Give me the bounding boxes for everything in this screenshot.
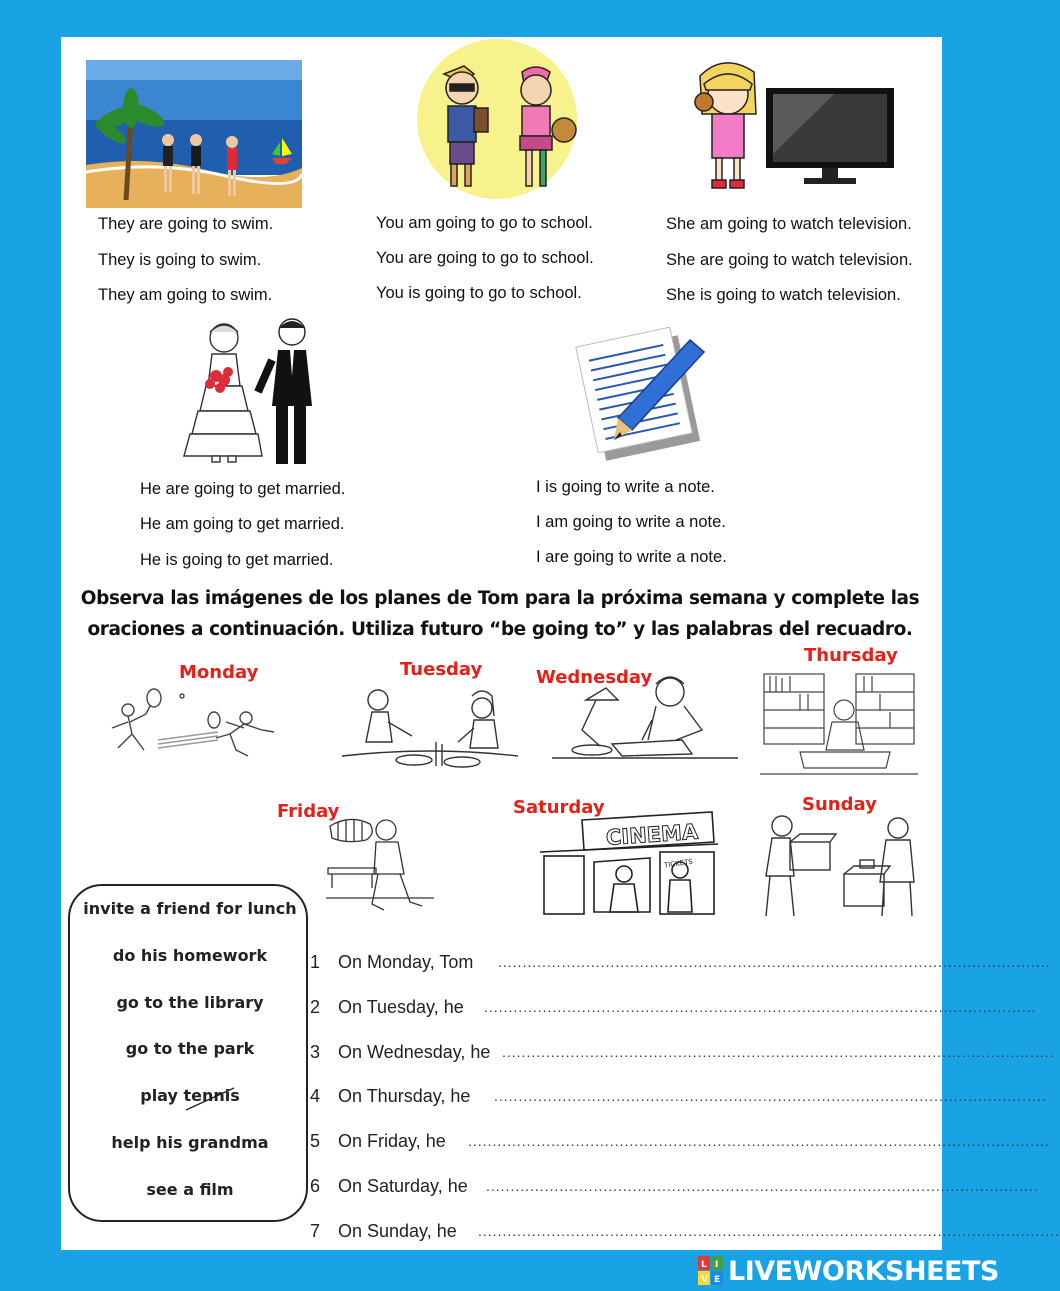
sentence-number: 4 <box>310 1086 321 1106</box>
live-blocks-icon <box>698 1256 724 1286</box>
q4-option-1[interactable]: He are going to get married. <box>140 480 346 498</box>
q4-option-2[interactable]: He am going to get married. <box>140 515 345 533</box>
answer-line-6[interactable]: ................................................................................................................. <box>486 1178 922 1200</box>
wedding-couple-picture <box>176 316 324 468</box>
q5-option-3[interactable]: I are going to write a note. <box>536 548 727 566</box>
word-box-item[interactable]: invite a friend for lunch <box>83 899 297 918</box>
svg-text:L: L <box>701 1260 707 1270</box>
day-label-wednesday: Wednesday <box>536 667 653 688</box>
children-to-school-picture <box>414 44 580 194</box>
word-box-item[interactable]: see a film <box>146 1180 234 1199</box>
sentence-prompt: On Wednesday, he <box>338 1042 491 1062</box>
svg-text:I: I <box>715 1260 719 1270</box>
svg-text:E: E <box>714 1275 721 1285</box>
answer-line-1[interactable]: ................................................................................................................. <box>498 954 928 976</box>
strike-line <box>186 1086 236 1112</box>
day-label-monday: Monday <box>179 662 259 683</box>
answer-line-2[interactable]: ................................................................................................................. <box>484 999 928 1021</box>
sunday-helping-grandma-sketch <box>760 812 920 918</box>
q3-option-1[interactable]: She am going to watch television. <box>666 215 912 233</box>
q2-option-3[interactable]: You is going to go to school. <box>376 284 582 302</box>
q1-option-1[interactable]: They are going to swim. <box>98 215 274 233</box>
answer-input-3[interactable] <box>502 1044 932 1068</box>
answer-input-6[interactable] <box>486 1178 926 1202</box>
thursday-library-sketch <box>760 668 918 778</box>
q2-option-2[interactable]: You are going to go to school. <box>376 249 594 267</box>
sentence-prompt: On Monday, Tom <box>338 952 474 972</box>
sentence-prompt: On Sunday, he <box>338 1221 457 1241</box>
sentence-prompt: On Tuesday, he <box>338 997 464 1017</box>
sentence-number: 7 <box>310 1221 321 1241</box>
word-box <box>68 884 308 1222</box>
day-label-sunday: Sunday <box>802 794 877 815</box>
q1-option-2[interactable]: They is going to swim. <box>98 251 262 269</box>
word-box-item[interactable]: go to the library <box>116 993 264 1012</box>
sentence-number: 6 <box>310 1176 321 1196</box>
answer-line-7[interactable]: ....................................................................................................................... <box>478 1223 928 1245</box>
sentence-number: 5 <box>310 1131 321 1151</box>
sentence-number: 3 <box>310 1042 321 1062</box>
instructions-line-2: oraciones a continuación. Utiliza futuro “be going to” y las palabras del recuadro. <box>87 619 913 640</box>
instructions-line-1: Observa las imágenes de los planes de Tom para la próxima semana y complete las <box>80 588 920 609</box>
wednesday-homework-sketch <box>552 670 738 770</box>
word-box-item[interactable]: play tennis <box>140 1086 240 1105</box>
day-label-friday: Friday <box>277 801 340 822</box>
note-and-pen-picture <box>580 326 706 460</box>
answer-input-2[interactable] <box>484 999 932 1023</box>
q5-option-1[interactable]: I is going to write a note. <box>536 478 715 496</box>
q5-option-2[interactable]: I am going to write a note. <box>536 513 726 531</box>
liveworksheets-logo[interactable] <box>698 1256 999 1286</box>
q1-option-3[interactable]: They am going to swim. <box>98 286 273 304</box>
q3-option-2[interactable]: She are going to watch television. <box>666 251 913 269</box>
answer-line-4[interactable]: ................................................................................................................. <box>494 1088 922 1110</box>
monday-tennis-sketch <box>98 688 278 766</box>
q3-option-3[interactable]: She is going to watch television. <box>666 286 901 304</box>
answer-input-4[interactable] <box>494 1088 926 1112</box>
girl-watching-tv-picture <box>694 54 896 200</box>
sentence-number: 1 <box>310 952 321 972</box>
word-box-item[interactable]: help his grandma <box>111 1133 269 1152</box>
answer-input-5[interactable] <box>468 1133 932 1157</box>
svg-text:V: V <box>701 1275 708 1285</box>
friday-park-sketch <box>326 814 434 914</box>
sentence-prompt: On Friday, he <box>338 1131 446 1151</box>
tickets-sign-text: TICKETS <box>663 857 694 870</box>
answer-input-1[interactable] <box>498 954 932 978</box>
q2-option-1[interactable]: You am going to go to school. <box>376 214 593 232</box>
day-label-saturday: Saturday <box>513 797 605 818</box>
brand-name: LIVEWORKSHEETS <box>728 1255 999 1287</box>
cinema-sign-text: CINEMA <box>605 819 699 851</box>
sentence-number: 2 <box>310 997 321 1017</box>
tuesday-lunch-sketch <box>342 682 518 774</box>
day-label-thursday: Thursday <box>804 645 898 666</box>
word-box-item[interactable]: go to the park <box>125 1039 255 1058</box>
answer-line-3[interactable]: ................................................................................................................. <box>502 1044 928 1066</box>
sentence-prompt: On Saturday, he <box>338 1176 468 1196</box>
saturday-cinema-sketch <box>540 812 718 916</box>
day-label-tuesday: Tuesday <box>400 659 483 680</box>
answer-line-5[interactable]: ....................................................................................................................... <box>468 1133 928 1155</box>
beach-picture <box>86 60 302 208</box>
word-box-item[interactable]: do his homework <box>112 946 268 965</box>
q4-option-3[interactable]: He is going to get married. <box>140 551 334 569</box>
answer-input-7[interactable] <box>478 1223 932 1247</box>
sentence-prompt: On Thursday, he <box>338 1086 471 1106</box>
